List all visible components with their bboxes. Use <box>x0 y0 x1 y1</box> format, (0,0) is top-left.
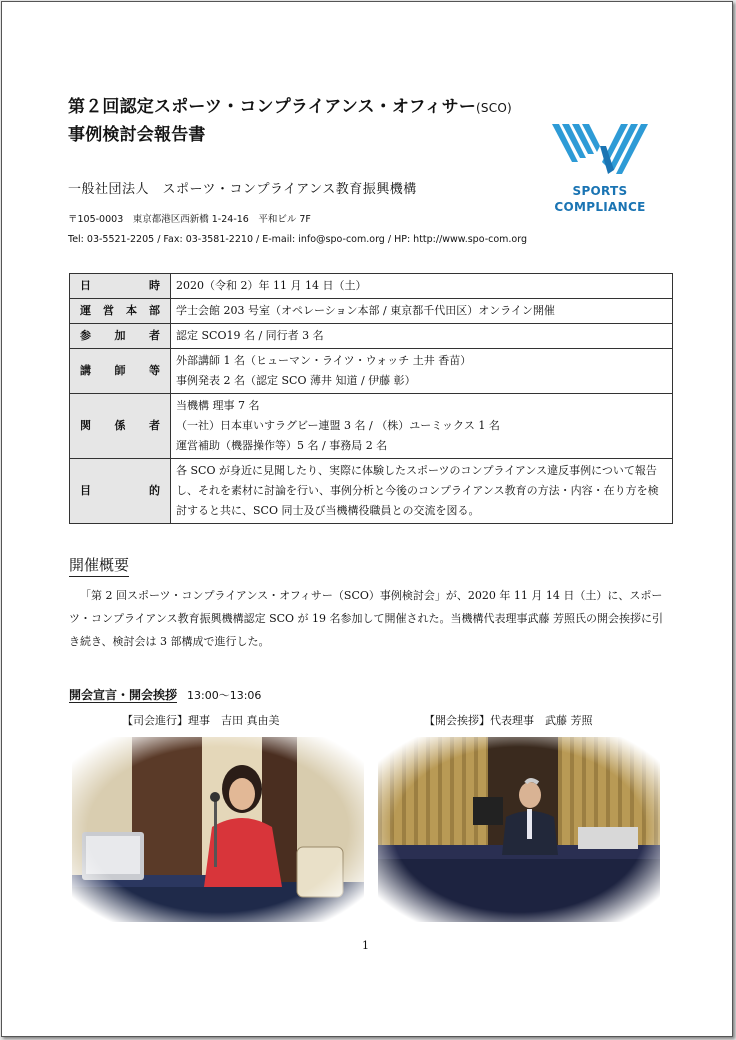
row-value: 認定 SCO19 名 / 同行者 3 名 <box>171 324 673 349</box>
logo-text-sports: SPORTS <box>572 184 628 198</box>
row-value <box>171 394 673 459</box>
row-value <box>171 349 673 394</box>
opening-time: 13:00～13:06 <box>187 689 262 702</box>
opening-heading: 開会宣言・開会挨拶 <box>69 688 178 702</box>
table-row <box>70 459 673 524</box>
title-line-1 <box>68 94 512 122</box>
title-main-text: 第２回認定スポーツ・コンプライアンス・オフィサー <box>68 97 477 117</box>
photo-moderator <box>72 737 364 922</box>
table-row <box>70 274 673 299</box>
row-label: 参加者 <box>70 324 171 349</box>
row-value: 各 SCO が身近に見聞したり、実際に体験したスポーツのコンプライアンス違反事例について報告し、それを素材に討論を行い、事例分析と今後のコンプライアンス教育の方法・内容・在り方を検討すると共に、SCO 同士及び当機構役職員との交流を図る。 <box>171 459 673 524</box>
value-line: 外部講師 1 名（ヒューマン・ライツ・ウォッチ 土井 香苗） <box>176 354 472 367</box>
organization-address: 〒105-0003 東京都港区西新橋 1-24-16 平和ビル 7F <box>68 214 311 225</box>
opening-section-heading <box>69 686 261 703</box>
title-suffix: (SCO) <box>476 101 512 115</box>
table-row <box>70 394 673 459</box>
row-value: 学士会館 203 号室（オペレーション本部 / 東京都千代田区）オンライン開催 <box>171 299 673 324</box>
row-label: 関係者 <box>70 394 171 459</box>
photo-caption-left: 【司会進行】理事 吉田 真由美 <box>122 714 280 727</box>
organization-name: 一般社団法人 スポーツ・コンプライアンス教育振興機構 <box>68 182 417 197</box>
event-info-table <box>69 273 673 524</box>
overview-heading: 開催概要 <box>69 554 129 577</box>
report-title <box>68 94 512 149</box>
sports-compliance-logo <box>548 122 652 218</box>
value-line: 事例発表 2 名（認定 SCO 薄井 知道 / 伊藤 彰） <box>176 374 416 387</box>
row-label: 講師等 <box>70 349 171 394</box>
row-label: 目的 <box>70 459 171 524</box>
photo-caption-right: 【開会挨拶】代表理事 武藤 芳照 <box>424 714 593 727</box>
document-page <box>1 1 733 1037</box>
logo-text-compliance: COMPLIANCE <box>554 200 646 214</box>
photo-chairman <box>378 737 660 922</box>
organization-contact: Tel: 03-5521-2205 / Fax: 03-3581-2210 / E-mail: info@spo-com.org / HP: http://www.spo-com.org <box>68 234 528 245</box>
sports-compliance-logo-icon <box>548 122 652 182</box>
table-row <box>70 299 673 324</box>
overview-text: 「第 2 回スポーツ・コンプライアンス・オフィサー（SCO）事例検討会」が、2020 年 11 月 14 日（土）に、スポーツ・コンプライアンス教育振興機構認定 SCO が 19 名参加して開催された。当機構代表理事武藤 芳照氏の開会挨拶に引き続き、検討会は 3 部構成で進行した。 <box>69 589 664 648</box>
row-label: 日時 <box>70 274 171 299</box>
row-value: 2020（令和 2）年 11 月 14 日（土） <box>171 274 673 299</box>
row-label: 運営本部 <box>70 299 171 324</box>
table-row <box>70 349 673 394</box>
value-line: 当機構 理事 7 名 <box>176 399 260 412</box>
value-line: 運営補助（機器操作等）5 名 / 事務局 2 名 <box>176 439 388 452</box>
value-line: （一社）日本車いすラグビー連盟 3 名 / （株）ユーミックス 1 名 <box>176 419 500 432</box>
table-row <box>70 324 673 349</box>
page-number: 1 <box>362 939 369 952</box>
title-line-2: 事例検討会報告書 <box>68 125 206 145</box>
